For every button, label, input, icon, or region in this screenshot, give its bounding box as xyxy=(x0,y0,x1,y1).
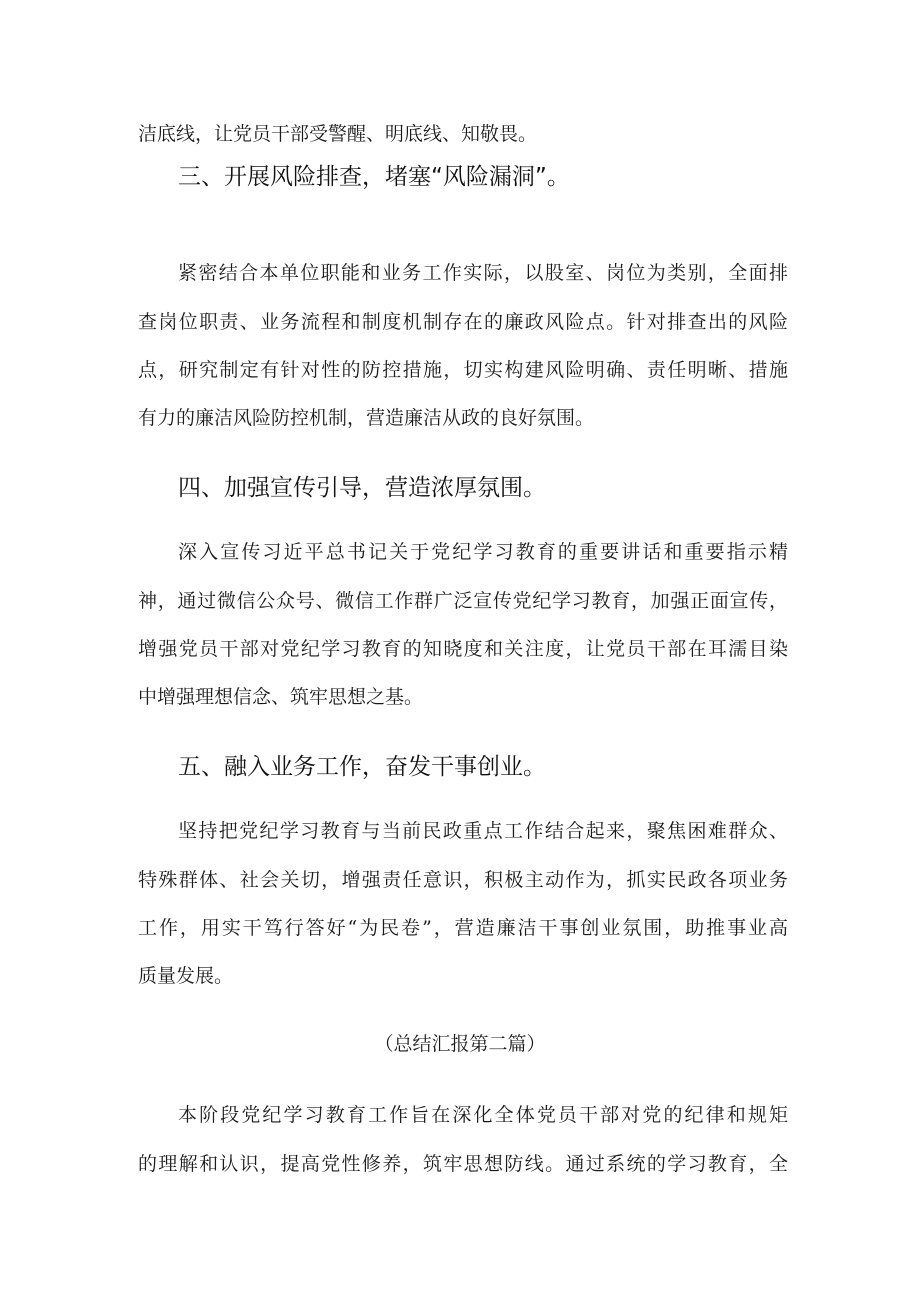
section-3-line-4: 有力的廉洁风险防控机制，营造廉洁从政的良好氛围。 xyxy=(138,407,595,429)
section-5-line-1: 坚持把党纪学习教育与当前民政重点工作结合起来，聚焦困难群众、 xyxy=(178,820,788,842)
part-title: （总结汇报第二篇） xyxy=(374,1033,546,1055)
section-heading-5: 五、融入业务工作，奋发干事创业。 xyxy=(178,754,546,780)
section-heading-4: 四、加强宣传引导，营造浓厚氛围。 xyxy=(178,475,546,501)
closing-line-2: 的理解和认识，提高党性修养，筑牢思想防线。通过系统的学习教育，全 xyxy=(138,1153,788,1175)
section-5-line-3: 工作，用实干笃行答好“为民卷”，营造廉洁干事创业氛围，助推事业高 xyxy=(138,917,788,939)
section-4-line-3: 增强党员干部对党纪学习教育的知晓度和关注度，让党员干部在耳濡目染 xyxy=(138,638,788,660)
section-4-line-4: 中增强理想信念、筑牢思想之基。 xyxy=(138,686,424,708)
intro-fragment-line: 洁底线，让党员干部受警醒、明底线、知敬畏。 xyxy=(138,123,538,145)
section-heading-3: 三、开展风险排查，堵塞“风险漏洞”。 xyxy=(178,164,570,190)
section-5-line-4: 质量发展。 xyxy=(138,965,234,987)
closing-line-1: 本阶段党纪学习教育工作旨在深化全体党员干部对党的纪律和规矩 xyxy=(178,1104,788,1126)
section-5-line-2: 特殊群体、社会关切，增强责任意识，积极主动作为，抓实民政各项业务 xyxy=(138,869,788,891)
section-4-line-1: 深入宣传习近平总书记关于党纪学习教育的重要讲话和重要指示精 xyxy=(178,541,788,563)
section-4-line-2: 神，通过微信公众号、微信工作群广泛宣传党纪学习教育，加强正面宣传， xyxy=(138,590,788,612)
section-3-line-2: 查岗位职责、业务流程和制度机制存在的廉政风险点。针对排查出的风险 xyxy=(138,311,788,333)
section-3-line-3: 点，研究制定有针对性的防控措施，切实构建风险明确、责任明晰、措施 xyxy=(138,359,788,381)
section-3-line-1: 紧密结合本单位职能和业务工作实际，以股室、岗位为类别，全面排 xyxy=(178,262,788,284)
